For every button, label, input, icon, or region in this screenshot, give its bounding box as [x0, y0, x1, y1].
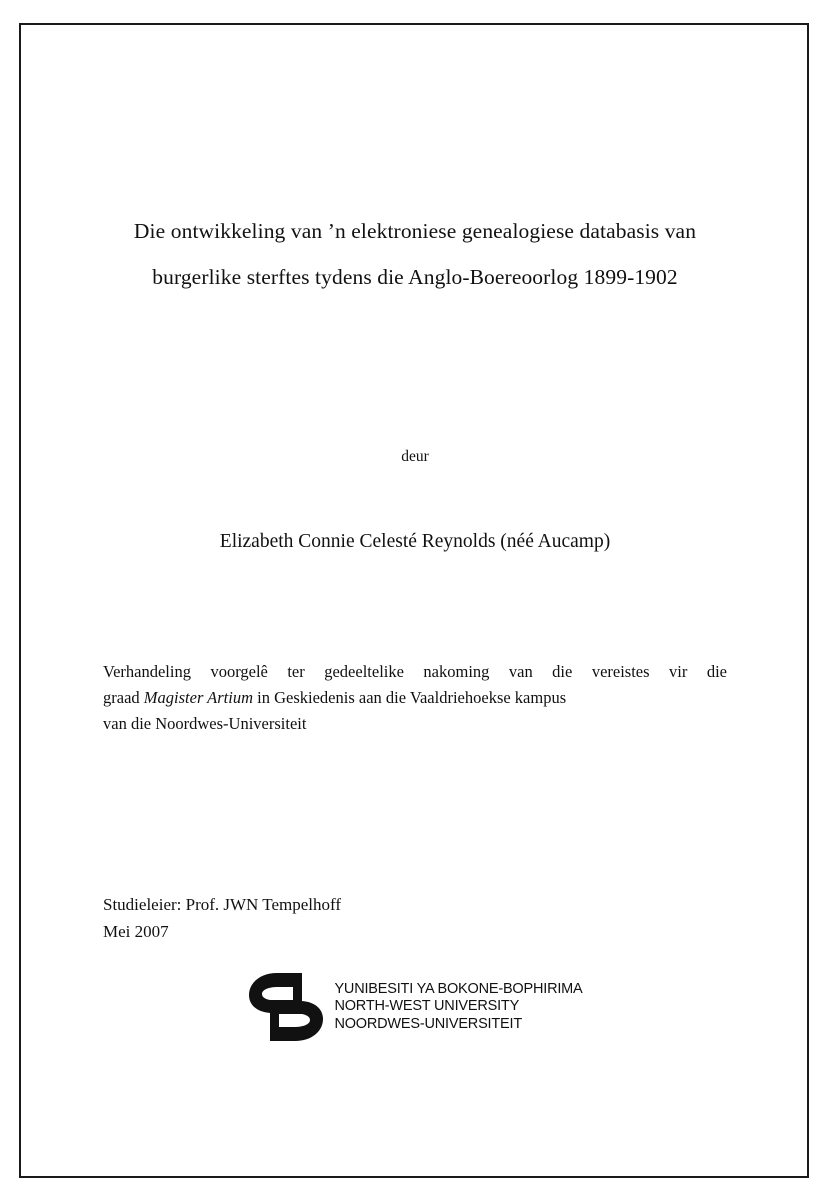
author-name: Elizabeth Connie Celesté Reynolds (néé Aucamp) [219, 531, 611, 552]
degree-statement-line-3: van die Noordwes-Universiteit [103, 714, 307, 733]
document-title [95, 208, 735, 300]
degree-statement-line-2-prefix: graad [103, 688, 144, 707]
logo-text [334, 981, 582, 1034]
date-line: Mei 2007 [103, 922, 169, 941]
logo-text-line-2: NORTH-WEST UNIVERSITY [334, 998, 520, 1015]
university-logo [95, 971, 735, 1043]
supervisor-line: Studieleier: Prof. JWN Tempelhoff [103, 895, 342, 914]
title-line-2: burgerlike sterftes tydens die Anglo-Boereoorlog 1899-1902 [152, 265, 678, 289]
logo-text-line-3: NOORDWES-UNIVERSITEIT [334, 1015, 522, 1032]
page-content [95, 23, 735, 1178]
by-word: deur [401, 448, 429, 465]
logo-text-line-1: YUNIBESITI YA BOKONE-BOPHIRIMA [334, 980, 583, 997]
degree-statement-line-1: Verhandeling voorgelê ter gedeeltelike nakoming van die vereistes vir die [103, 662, 727, 681]
degree-statement [103, 659, 727, 737]
title-line-1: Die ontwikkeling van ’n elektroniese genealogiese databasis van [133, 219, 697, 243]
degree-statement-line-2 [103, 685, 727, 711]
degree-name: Magister Artium [143, 688, 254, 707]
nwu-logo-icon [247, 971, 325, 1043]
degree-statement-line-2-suffix: in Geskiedenis aan die Vaaldriehoekse kampus [253, 688, 567, 707]
